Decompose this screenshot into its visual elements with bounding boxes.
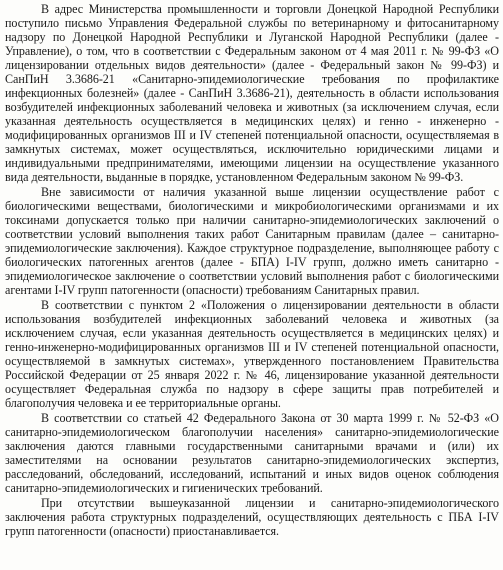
paragraph-4: В соответствии со статьей 42 Федерального Закона от 30 марта 1999 г. № 52-ФЗ «О санитарно-эпидемиологическом благополучии населения» санитарно-эпидемиологические заключения даются главными государственными санитарными врачами и (или) их заместителями на основании результатов санитарно-эпидемиологических экспертиз, расследований, обследований, исследований, испытаний и иных видов оценок соблюдения санитарно-эпидемиологических и гигиенических требований. bbox=[5, 411, 499, 495]
paragraph-2: Вне зависимости от наличия указанной выше лицензии осуществление работ с биологическими веществами, биологическими и микробиологическими организмами и их токсинами допускается только при наличии санитарно-эпидемиологических заключений о соответствии условий выполнения таких работ Санитарным правилам (далее – санитарно-эпидемиологические заключения). Каждое структурное подразделение, выполняющее работу с биологических патогенных агентов (далее - БПА) I-IV групп, должно иметь санитарно - эпидемиологическое заключение о соответствии условий выполнения работ с биологическими агентами I-IV групп патогенности (опасности) требованиям Санитарных правил. bbox=[5, 185, 499, 297]
paragraph-1: В адрес Министерства промышленности и торговли Донецкой Народной Республики поступило письмо Управления Федеральной службы по ветеринарному и фитосанитарному надзору по Донецкой Народной Республики и Луганской Народной Республики (далее - Управление), о том, что в соответствии с Федеральным законом от 4 мая 2011 г. № 99-ФЗ «О лицензировании отдельных видов деятельности» (далее - Федеральный закон № 99-ФЗ) и СанПиН 3.3686-21 «Санитарно-эпидемиологические требования по профилактике инфекционных болезней» (далее - СанПиН 3.3686-21), деятельность в области использования возбудителей инфекционных заболеваний человека и животных (за исключением случая, если указанная деятельность осуществляется в медицинских целях) и генно - инженерно - модифицированных организмов III и IV степеней потенциальной опасности, осуществляемая в замкнутых системах, может осуществляться, исключительно юридическими лицами и индивидуальными предпринимателями, имеющими лицензии на осуществление указанного вида деятельности, выданные в порядке, установленном Федеральным законом № 99-ФЗ. bbox=[5, 2, 499, 184]
paragraph-5: При отсутствии вышеуказанной лицензии и санитарно-эпидемиологического заключения работа структурных подразделений, осуществляющих деятельность с ПБА I-IV групп патогенности (опасности) приостанавливается. bbox=[5, 496, 499, 538]
paragraph-3: В соответствии с пунктом 2 «Положения о лицензировании деятельности в области использования возбудителей инфекционных заболеваний человека и животных (за исключением случая, если указанная деятельность осуществляется в медицинских целях) и генно-инженерно-модифицированных организмов III и IV степеней потенциальной опасности, осуществляемой в замкнутых системах», утвержденного постановлением Правительства Российской Федерации от 25 января 2022 г. № 46, лицензирование указанной деятельности осуществляет Федеральная служба по надзору в сфере защиты прав потребителей и благополучия человека и ее территориальные органы. bbox=[5, 298, 499, 410]
